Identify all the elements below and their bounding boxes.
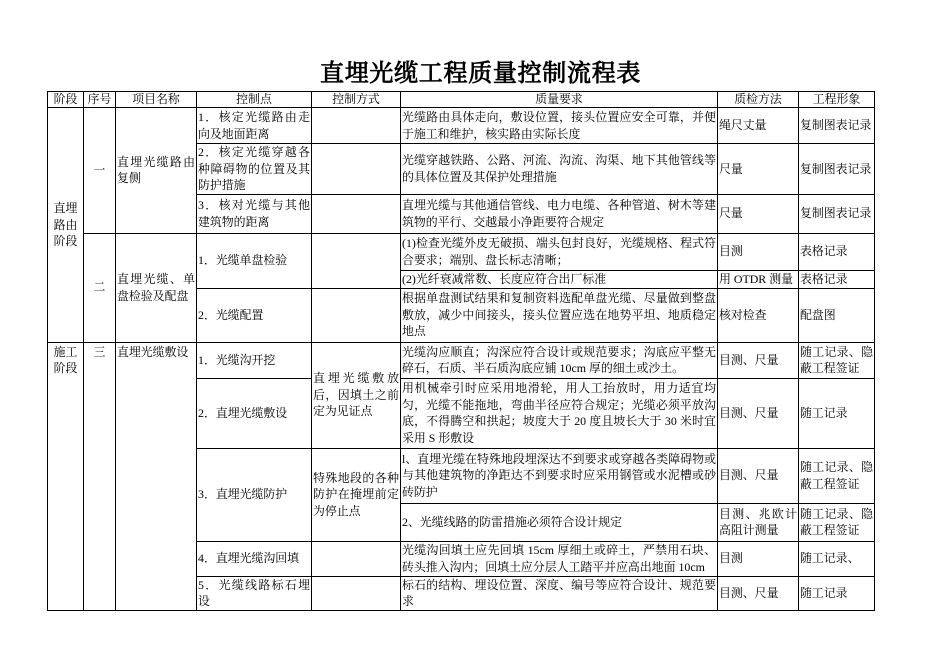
control-point-cell: 1．光缆单盘检验: [197, 233, 312, 288]
project-record-cell: 表格记录: [799, 270, 875, 288]
control-point-cell: 3．直埋光缆防护: [197, 448, 312, 541]
inspection-method-cell: 绳尺丈量: [718, 108, 799, 144]
project-record-cell: 复制图表记录: [799, 194, 875, 233]
quality-requirement-cell: 标石的结构、埋设位置、深度、编号等应符合设计、规范要求: [402, 577, 716, 608]
header-sequence: 序号: [84, 92, 116, 108]
sequence-cell: 三: [84, 342, 116, 610]
project-record-cell: 随工记录、隐蔽工程签证: [799, 448, 875, 503]
table-row: [48, 108, 875, 144]
table-header-row: [48, 92, 875, 108]
quality-requirement-cell: 根据单盘测试结果和复制资料选配单盘光缆、尽量做到整盘敷放，减少中间接头，接头位置应选在地势平坦、地质稳定地点: [401, 288, 718, 342]
header-item-name: 项目名称: [116, 92, 197, 108]
item-name-cell: 直埋光缆、单盘检验及配盘: [116, 233, 197, 342]
table-row: [48, 342, 875, 378]
quality-requirement-cell: 2、光缆线路的防雷措施必须符合设计规定: [401, 503, 718, 541]
sequence-cell: 二: [84, 233, 116, 342]
header-control-method: 控制方式: [312, 92, 401, 108]
quality-requirement-cell: 直埋光缆与其他通信管线、电力电缆、各种管道、树木等建筑物的平行、交越最小净距要符合规定: [401, 194, 718, 233]
control-point-cell: 2．核定光缆穿越各种障碍物的位置及其防护措施: [198, 145, 310, 192]
quality-requirement-cell: l、直埋光缆在特殊地段埋深达不到要求或穿越各类障碍物或与其他建筑物的净距达不到要求时应采用钢管或水泥槽或砂砖防护: [401, 448, 718, 503]
control-method-cell: [312, 541, 401, 576]
header-quality-requirement: 质量要求: [401, 92, 718, 108]
header-project-record: 工程形象: [799, 92, 875, 108]
inspection-method-cell: 目测、尺量: [718, 448, 799, 503]
inspection-method-cell: 核对检查: [718, 288, 799, 342]
control-method-cell: [312, 233, 401, 288]
control-method-cell: [312, 288, 401, 342]
control-method-cell: 特殊地段的各种防护在掩埋前定为停止点: [312, 448, 401, 541]
inspection-method-cell: 目测、兆欧计高阻计测量: [718, 503, 799, 541]
control-point-cell: 5．光缆线路标石埋设: [198, 577, 310, 608]
control-method-cell: [312, 576, 401, 610]
control-method-cell: [312, 144, 401, 195]
quality-requirement-cell: 用机械牵引时应采用地滑轮，用人工抬放时，用力适宜均匀，光缆不能拖地，弯曲半径应符合规定；光缆必须平放沟底，不得腾空和拱起；坡度大于 20 度且坡长大于 30 米时宜采用 S 形敷设: [401, 378, 718, 448]
project-record-cell: 复制图表记录: [799, 144, 875, 195]
header-inspection-method: 质检方法: [718, 92, 799, 108]
quality-requirement-cell: (1)检查光缆外皮无破损、端头包封良好，光缆规格、程式符合要求；端别、盘长标志清晰；: [401, 233, 718, 270]
header-control-point: 控制点: [197, 92, 312, 108]
control-point-cell: 1．光缆沟开挖: [197, 342, 312, 378]
document-title: 直埋光缆工程质量控制流程表: [320, 61, 642, 87]
inspection-method-cell: 用 OTDR 测量: [718, 270, 799, 288]
control-point-cell: 2．直埋光缆敷设: [197, 378, 312, 448]
stage-cell: 直埋路由阶段: [48, 108, 84, 343]
stage-cell: 施工阶段: [48, 342, 84, 610]
sequence-cell: 一: [84, 108, 116, 234]
inspection-method-cell: 尺量: [718, 194, 799, 233]
control-point-cell: 2．光缆配置: [197, 288, 312, 342]
inspection-method-cell: 尺量: [718, 144, 799, 195]
inspection-method-cell: 目测、尺量: [718, 378, 799, 448]
quality-requirement-cell: 光缆路由具体走向，敷设位置，接头位置应安全可靠，并便于施工和维护，核实路由实际长度: [401, 108, 718, 144]
inspection-method-cell: 目测: [718, 541, 799, 576]
control-point-cell: 4．直埋光缆沟回填: [197, 541, 312, 576]
item-name-cell: 直埋光缆敷设: [116, 342, 197, 610]
project-record-cell: 配盘图: [799, 288, 875, 342]
project-record-cell: 随工记录、隐蔽工程签证: [799, 503, 875, 541]
control-point-cell: 3．核对光缆与其他建筑物的距离: [197, 194, 312, 233]
item-name-cell: 直埋光缆路由复侧: [116, 108, 197, 234]
header-stage: 阶段: [48, 92, 84, 108]
project-record-cell: 随工记录: [799, 576, 875, 610]
quality-requirement-cell: 光缆沟应顺直；沟深应符合设计或规范要求；沟底应平整无碎石，石质、半石质沟底应铺 10cm 厚的细土或沙土。: [401, 342, 718, 378]
project-record-cell: 复制图表记录: [799, 108, 875, 144]
inspection-method-cell: 目测、尺量: [718, 576, 799, 610]
control-method-cell: [312, 108, 401, 144]
project-record-cell: 随工记录、: [799, 541, 875, 576]
project-record-cell: 随工记录、隐蔽工程签证: [799, 342, 875, 378]
quality-requirement-cell: 光缆穿越铁路、公路、河流、沟流、沟渠、地下其他管线等的具体位置及其保护处理措施: [401, 144, 718, 195]
quality-requirement-cell: (2)光纤衰减常数、长度应符合出厂标准: [401, 270, 718, 288]
inspection-method-cell: 目测: [718, 233, 799, 270]
control-point-cell: 1．核定光缆路由走向及地面距离: [197, 108, 312, 144]
project-record-cell: 随工记录: [799, 378, 875, 448]
inspection-method-cell: 目测、尺量: [718, 342, 799, 378]
quality-requirement-cell: 光缆沟回填土应先回填 15cm 厚细土或碎土，严禁用石块、砖头推入沟内；回填土应分层人工踏平并应高出地面 10cm: [401, 541, 718, 576]
control-method-cell: 直埋光缆敷放后，因填土之前定为见证点: [312, 342, 401, 448]
project-record-cell: 表格记录: [799, 233, 875, 270]
quality-control-table: [47, 91, 875, 611]
table-row: [48, 233, 875, 270]
control-method-cell: [312, 194, 401, 233]
